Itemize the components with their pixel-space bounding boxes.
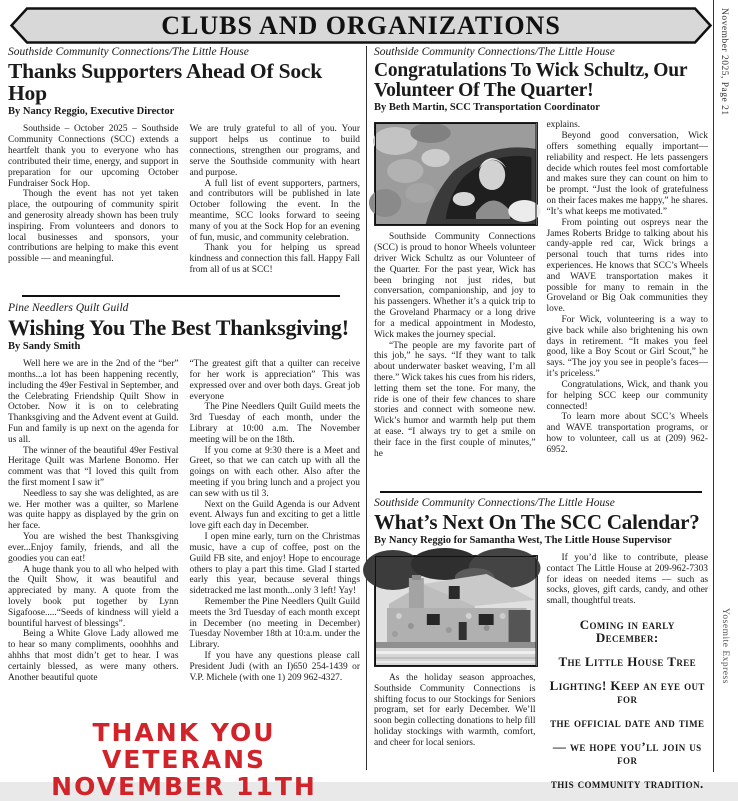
tree-lighting-announcement bbox=[547, 618, 709, 790]
right-margin-rule bbox=[713, 0, 714, 772]
article-scc-calendar bbox=[374, 497, 708, 792]
paragraph: If you come at 9:30 there is a Meet and Greet, so that we can catch up with all the goings on with each other. Also after the meeting if you bring lunch and a project you can sew with us til 3. bbox=[189, 445, 360, 499]
veterans-line1: THANK YOU VETERANS bbox=[92, 718, 276, 774]
veterans-banner bbox=[8, 719, 360, 800]
paragraph: Southside Community Connections (SCC) is proud to honor Wheels volunteer driver Wick Schultz as our Volunteer of the Quarter. For the past year, Wick has been bringing not just rides, but conversation, companionship, and joy to his passengers. Whether it’s a quick trip to the Groveland Pharmacy or a long drive for a medical appointment in Modesto, Wick makes the journey special. bbox=[374, 232, 536, 340]
article-column bbox=[190, 359, 361, 683]
paragraph: Needless to say she was delighted, as are we. Her mother was a quilter, so Marlene was quite happy as displayed by the grin on her face. bbox=[8, 488, 179, 532]
paragraph: If you have any questions please call President Judi (with an I)650 254-1439 or V.P. Michele (with one 1) 209 962-4327. bbox=[189, 651, 360, 683]
headline: Congratulations To Wick Schultz, Our Volunteer Of The Quarter! bbox=[374, 59, 688, 101]
paragraph: Southside – October 2025 – Southside Community Connections (SCC) extends a heartfelt thank you to everyone who has contributed their time, energy, and support in preparation for our upcoming October Fundraiser Sock Hop. bbox=[8, 124, 179, 189]
paragraph: “The people are my favorite part of this job,” he says. “If they want to talk about underwater basket weaving, I’m all there.” Wick takes his cues from his riders, letting them set the tone. For many, the ride is one of their few chances to share stories and connect with someone new. Wick’s humor and warmth help put them at ease. “I always try to get a smile on their face in the first couple of minutes,” he bbox=[374, 340, 536, 459]
paragraph: Though the event has not yet taken place, the outpouring of community spirit and generosity already shown has been truly inspiring. From volunteers and donors to local businesses and sponsors, your contributions are helping to make this event possible — and meaningful. bbox=[8, 189, 179, 265]
announcement-line: Lighting! Keep an eye out for bbox=[549, 678, 705, 707]
paragraph: Beyond good conversation, Wick offers something equally important—reliability and respect. He lets passengers decide which routes feel most comfortable and makes sure they can count on him to be prompt. “Just the look of gratefulness on their faces makes me happy,” he shares. “It’s what keeps me motivated.” bbox=[546, 131, 708, 217]
headline: Thanks Supporters Ahead Of Sock Hop bbox=[8, 58, 323, 105]
page-title: CLUBS AND ORGANIZATIONS bbox=[161, 10, 561, 40]
paragraph: As the holiday season approaches, Southside Community Connections is shifting focus to our Stockings for Seniors program, set for early December. We’ll soon begin collecting donations to help fill holiday stockings with warmth, comfort, and cheer for local seniors. bbox=[374, 673, 536, 748]
article-column bbox=[190, 124, 361, 275]
paragraph: Well here we are in the 2nd of the “ber” months...a lot has been happening recently, including the 49er Festival in September, and the Celebrating Friendship Quilt Show in October. Now it is on to celebrating Thanksgiving and the Advent event at Guild. Fun and family is up next on the agenda for us all. bbox=[8, 359, 179, 445]
article-column bbox=[8, 359, 179, 683]
kicker: Southside Community Connections/The Little House bbox=[374, 46, 615, 58]
byline: By Beth Martin, SCC Transportation Coordinator bbox=[374, 102, 600, 114]
little-house-photo bbox=[374, 555, 538, 667]
paragraph: For Wick, volunteering is a way to give back while also brightening his own days in retirement. “It makes you feel good, like a Boy Scout or Girl Scout,” he says. “The joy you see in people’s faces—it’s priceless.” bbox=[546, 315, 708, 380]
paragraph: A full list of event supporters, partners, and contributors will be published in late October following the event. In the meantime, SCC looks forward to seeing many of you at the Sock Hop for an evening of fun, music, and community celebration. bbox=[189, 178, 360, 243]
paragraph: explains. bbox=[546, 120, 581, 131]
article-column bbox=[547, 553, 709, 801]
byline: By Sandy Smith bbox=[8, 341, 81, 353]
announcement-line: Coming in early December: bbox=[579, 617, 675, 646]
paragraph: The Pine Needlers Quilt Guild meets the 3rd Tuesday of each month, under the Library at 10:00 a.m. The November meeting will be on the 18th. bbox=[189, 402, 360, 445]
announcement-line: this community tradition. bbox=[550, 776, 704, 792]
announcement-line: the official date and time bbox=[550, 715, 705, 731]
paragraph: The winner of the beautiful 49er Festival Heritage Quilt was Marlene Bonomo. Her comment was that “I loved this quilt from the first moment I saw it” bbox=[8, 445, 179, 489]
right-article-divider bbox=[380, 491, 702, 493]
paragraph: Remember the Pine Needlers Quilt Guild meets the 3rd Tuesday of each month except in December (no meeting in December) Tuesday November 18th at 10:a.m. under the Library. bbox=[189, 596, 360, 651]
paragraph: To learn more about SCC’s Wheels and WAVE transportation programs, or how to volunteer, call us at (209) 962-6952. bbox=[546, 412, 708, 455]
paragraph: Next on the Guild Agenda is our Advent event. Always fun and exciting to get a little love gift each day in December. bbox=[189, 499, 360, 532]
paragraph: We are truly grateful to all of you. Your support helps us continue to build connections, strengthen our programs, and serve the Southside community with heart and purpose. bbox=[189, 124, 360, 178]
article-column bbox=[374, 553, 536, 801]
byline: By Nancy Reggio for Samantha West, The Little House Supervisor bbox=[374, 535, 672, 547]
article-column bbox=[8, 124, 179, 275]
paragraph: From pointing out ospreys near the James Roberts Bridge to talking about his candy-apple red car, Wick brings a personal touch that turns rides into experiences. He knows that SCC’s Wheels and WAVE transportation makes it possible for many to remain in the Groveland or Big Oak communities they love. bbox=[546, 217, 708, 315]
center-column-rule bbox=[366, 46, 367, 770]
paragraph: If you’d like to contribute, please contact The Little House at 209-962-7303 for ideas on needed items — such as socks, gloves, gift cards, candy, and other small, thoughtful treats. bbox=[546, 553, 708, 607]
kicker: Pine Needlers Quilt Guild bbox=[8, 302, 129, 314]
wick-schultz-photo bbox=[374, 122, 538, 226]
kicker: Southside Community Connections/The Little House bbox=[8, 46, 249, 58]
section-banner bbox=[10, 7, 712, 44]
paragraph: Congratulations, Wick, and thank you for helping SCC keep our community connected! bbox=[546, 379, 708, 412]
headline: What’s Next On The SCC Calendar? bbox=[374, 509, 700, 534]
article-quilt-guild bbox=[8, 302, 360, 716]
headline: Wishing You The Best Thanksgiving! bbox=[8, 314, 349, 340]
article-sock-hop bbox=[8, 46, 360, 292]
announcement-line: — we hope you’ll join us for bbox=[552, 739, 702, 768]
announcement-line: The Little House Tree bbox=[558, 654, 697, 670]
article-column bbox=[547, 120, 709, 459]
paragraph: “The greatest gift that a quilter can receive for her work is appreciation” This was expressed over and over both days. Great job everyone bbox=[189, 359, 360, 402]
article-column-text bbox=[374, 232, 536, 459]
paragraph: Being a White Glove Lady allowed me to hear so many compliments, ooohhhs and ahhhs that most didn’t get to hear. I was certainly blessed, as were many others. Another beautiful quote bbox=[8, 629, 179, 683]
paragraph: A huge thank you to all who helped with the Quilt Show, it was beautiful and appreciated by many. A quote from the lovely book put together by Lynn Sigafoose.....“Seeds of kindness will yield a bountiful harvest of blessings”. bbox=[8, 564, 179, 629]
kicker: Southside Community Connections/The Little House bbox=[374, 497, 615, 509]
edge-paper-name: Yosemite Express bbox=[720, 608, 730, 684]
article-column-text bbox=[547, 553, 709, 607]
edge-issue-label: November 2025, Page 21 bbox=[719, 8, 729, 116]
article-column bbox=[374, 120, 536, 459]
byline: By Nancy Reggio, Executive Director bbox=[8, 106, 175, 118]
article-wick-schultz bbox=[374, 46, 708, 488]
veterans-line2: NOVEMBER 11TH bbox=[51, 772, 317, 801]
paragraph: Thank you for helping us spread kindness and connection this fall. Happy Fall from all of us at SCC! bbox=[189, 243, 360, 276]
left-article-divider bbox=[22, 295, 340, 297]
paragraph: You are wished the best Thanksgiving ever...Enjoy family, friends, and all the goodies you can eat! bbox=[8, 532, 179, 564]
paragraph: I open mine early, turn on the Christmas music, have a cup of coffee, post on the Guild FB site, and enjoy! Hope to encourage others to play a part this time. Glad I started early this year, because several things sidetracked me last month...only 3 left! Yay! bbox=[189, 532, 360, 597]
article-column-text bbox=[374, 673, 536, 749]
